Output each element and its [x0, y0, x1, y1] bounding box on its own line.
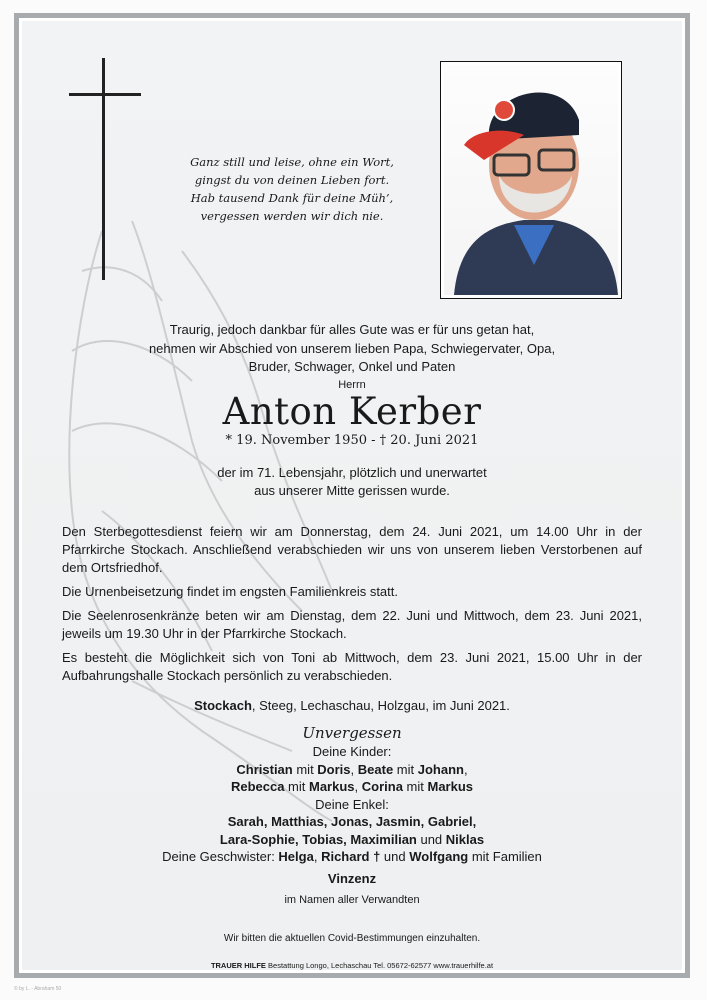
- family-text: Deine Enkel:: [315, 796, 389, 812]
- family-text: und: [380, 849, 410, 864]
- family-name: Johann: [417, 761, 464, 777]
- family-name: Markus: [427, 779, 474, 794]
- family-text: mit: [284, 779, 309, 794]
- service-paragraph-2: Die Urnenbeisetzung findet im engsten Familienkreis statt.: [62, 583, 398, 599]
- family-text: ,: [354, 779, 362, 794]
- family-name: Wolfgang: [409, 849, 469, 864]
- obituary-card: [22, 21, 682, 970]
- deceased-name: Anton Kerber: [222, 389, 482, 433]
- family-text: mit Familien: [468, 849, 542, 864]
- copyright: © by L. - Abraham 50: [14, 986, 62, 992]
- place-line: Stockach, Steeg, Lechaschau, Holzgau, im Juni 2021.: [194, 697, 510, 713]
- family-name: Lara-Sophie, Tobias, Maximilian: [219, 831, 417, 847]
- covid-notice: Wir bitten die aktuellen Covid-Bestimmungen einzuhalten.: [223, 933, 481, 944]
- family-text: Deine Geschwister:: [162, 849, 279, 864]
- life-dates: * 19. November 1950 - † 20. Juni 2021: [225, 432, 479, 448]
- family-name: Helga: [278, 849, 314, 864]
- family-line: [22, 743, 682, 761]
- family-text: mit: [393, 761, 418, 777]
- family-line: [22, 831, 682, 849]
- page-border: [14, 13, 690, 978]
- family-text: ,: [313, 849, 322, 864]
- intro-text: Traurig, jedoch dankbar für alles Gute was er für uns getan hat, nehmen wir Abschied von unserem lieben Papa, Schwiegervater, Opa, Bruder, Schwager, Onkel und Paten: [148, 322, 556, 374]
- family-text: Deine Kinder:: [312, 744, 392, 759]
- portrait-photo: [440, 61, 622, 299]
- family-name: Corina: [361, 779, 403, 794]
- service-paragraph-4: Es besteht die Möglichkeit sich von Toni ab Mittwoch, dem 23. Juni 2021, 15.00 Uhr in der Aufbahrungshalle Stockach persönlich zu verabschieden.: [62, 649, 642, 683]
- family-name: Doris: [317, 761, 351, 777]
- vinzenz: Vinzenz: [327, 870, 377, 886]
- service-paragraph-3: Die Seelenrosenkränze beten wir am Dienstag, dem 22. Juni und Mittwoch, dem 23. Juni 2021, jeweils um 19.30 Uhr in der Pfarrkirche Stockach.: [62, 607, 642, 641]
- service-paragraph-1: Den Sterbegottesdienst feiern wir am Donnerstag, dem 24. Juni 2021, um 14.00 Uhr in der Pfarrkirche Stockach. Anschließend verabschieden wir uns von unserem lieben Verstorbenen auf dem Ortsfriedhof.: [62, 523, 642, 575]
- family-line: [22, 813, 682, 831]
- family-text: ,: [350, 761, 358, 777]
- unvergessen-heading: Unvergessen: [302, 724, 402, 742]
- family-line: [22, 761, 682, 779]
- main-text-column: [22, 321, 682, 908]
- footer: TRAUER HILFE Bestattung Longo, Lechaschau Tel. 05672-62577 www.trauerhilfe.at: [210, 961, 494, 970]
- portrait-image: [444, 65, 618, 295]
- family-name: Christian: [236, 761, 293, 777]
- family-name: Markus: [309, 779, 355, 794]
- family-text: mit: [292, 761, 318, 777]
- poem: Ganz still und leise, ohne ein Wort, gingst du von deinen Lieben fort. Hab tausend Dank für deine Müh’, vergessen werden wir dich nie.: [190, 155, 394, 223]
- family-text: mit: [402, 779, 428, 794]
- relatives-line: im Namen aller Verwandten: [284, 894, 420, 906]
- family-text: ,: [463, 761, 468, 777]
- family-name: Sarah, Matthias, Jonas, Jasmin, Gabriel,: [227, 814, 477, 829]
- cross-icon: [102, 58, 105, 280]
- family-name: Richard †: [321, 849, 381, 864]
- family-text: und: [416, 831, 446, 847]
- family-line: [22, 778, 682, 796]
- family-list: [22, 743, 682, 866]
- salutation: Herrn: [338, 378, 366, 391]
- family-line: [22, 796, 682, 814]
- family-name: Beate: [357, 761, 394, 777]
- family-line: [22, 848, 682, 866]
- family-name: Niklas: [445, 831, 485, 847]
- family-name: Rebecca: [230, 779, 285, 794]
- circumstance-text: der im 71. Lebensjahr, plötzlich und unerwartet aus unserer Mitte gerissen wurde.: [217, 464, 487, 498]
